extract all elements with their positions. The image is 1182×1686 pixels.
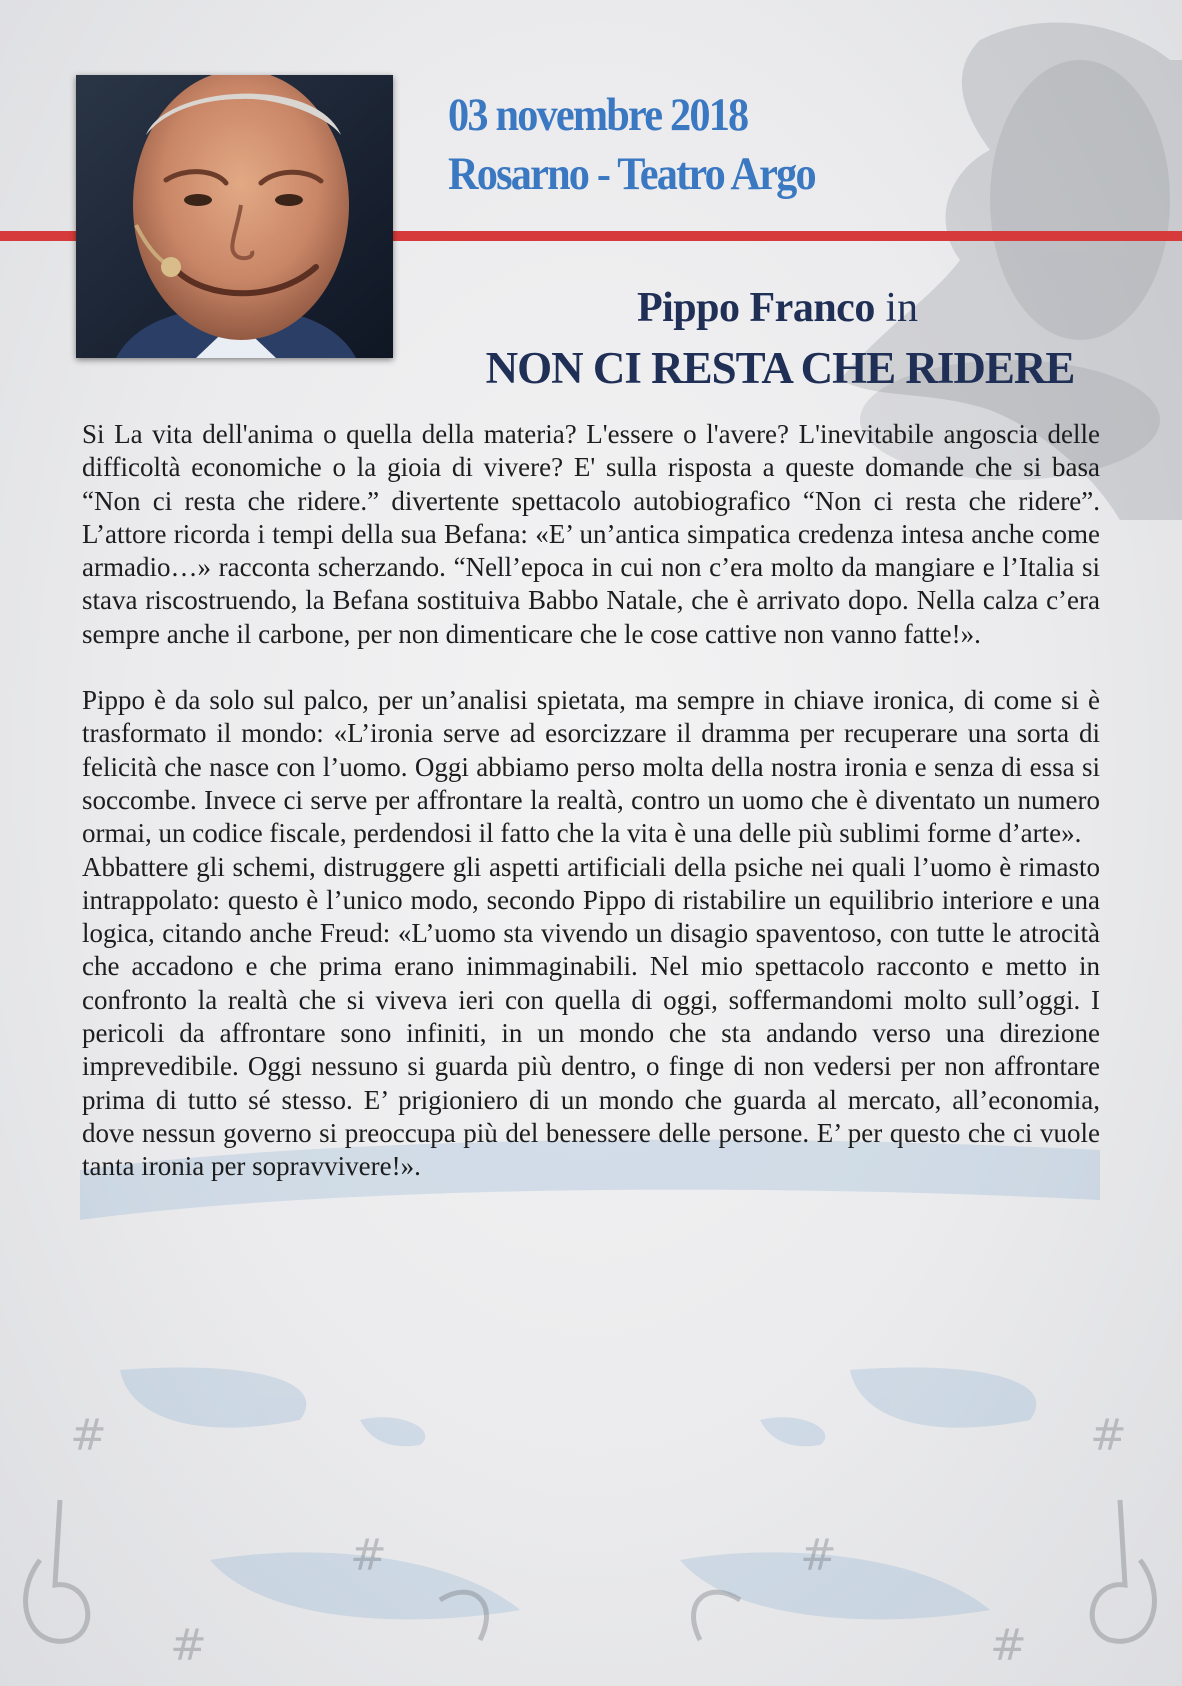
svg-text:#: # [70,1410,107,1461]
article-paragraph-3: Abbattere gli schemi, distruggere gli aspetti artificiali della psiche nei quali l’uomo è rimasto intrappolato: questo è l’unico modo, secondo Pippo di ristabilire un equilibrio interiore e una logica, citando anche Freud: «L’uomo sta vivendo un disagio spaventoso, con tutte le atrocità che accadono e che prima erano inimmaginabili. Nel mio spettacolo racconto e metto in confronto la realtà che si viveva ieri con quella di oggi, soffermandomi molto sull’oggi. I pericoli da affrontare sono infiniti, in un mondo che sta andando verso una direzione imprevedibile. Oggi nessuno si guarda più dentro, o finge di non vedersi per non affrontare prima di tutto sé stesso. E’ prigioniero di un mondo che guarda al mercato, all’economia, dove nessun governo si preoccupa più del benessere delle persone. E’ per questo che ci vuole tanta ironia per sopravvivere!». [82,851,1100,1182]
article-paragraph-1: Si La vita dell'anima o quella della materia? L'essere o l'avere? L'inevitabile angoscia delle difficoltà economiche o la gioia di vivere? E' sulla risposta a queste domande che si basa “Non ci resta che ridere.” divertente spettacolo autobiografico “Non ci resta che ridere”. L’attore ricorda i tempi della sua Befana: «E’ un’antica simpatica credenza intesa anche come armadio…» racconta scherzando. “Nell’epoca in cui non c’era molto da mangiare e l’Italia si stava riscostruendo, la Befana sostituiva Babbo Natale, che è arrivato dopo. Nella calza c’era sempre anche il carbone, per non dimenticare che le cose cattive non vanno fatte!». [82,419,1100,649]
svg-text:#: # [350,1530,387,1581]
show-performer-line [490,284,1065,332]
article-body [82,418,1100,1184]
event-venue: Rosarno - Teatro Argo [448,148,815,200]
svg-text:#: # [800,1530,837,1581]
title-connector: in [885,285,918,331]
svg-text:#: # [1090,1410,1127,1461]
svg-text:#: # [990,1620,1027,1671]
performer-name: Pippo Franco [636,285,875,331]
portrait-photo-icon [76,75,393,358]
show-title: NON CI RESTA CHE RIDERE [485,343,1075,393]
event-date: 03 novembre 2018 [448,89,748,141]
svg-text:#: # [170,1620,207,1671]
performer-photo [76,75,393,358]
article-paragraph-2: Pippo è da solo sul palco, per un’analisi spietata, ma sempre in chiave ironica, di come si è trasformato il mondo: «L’ironia serve ad esorcizzare il dramma per recuperare una sorta di felicità che nasce con l’uomo. Oggi abbiamo perso molta della nostra ironia e senza di essa si soccombe. Invece ci serve per affrontare la realtà, contro un uomo che è diventato un numero ormai, un codice fiscale, perdendosi il fatto che la vita è una delle più sublimi forme d’arte». [82,685,1100,849]
